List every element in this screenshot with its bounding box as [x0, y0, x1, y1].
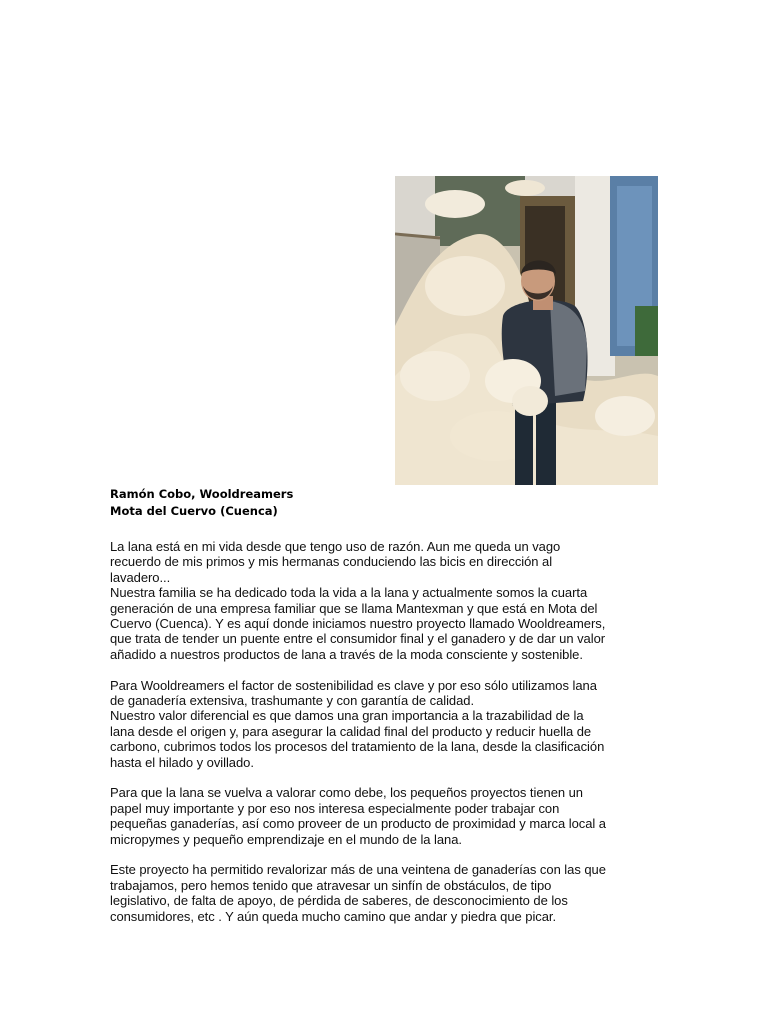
text-line: lana desde el origen y, para asegurar la calidad final del producto y reducir huella de	[110, 723, 592, 739]
article-body	[110, 539, 660, 924]
text-line: añadido a nuestros productos de lana a través de la moda consciente y sostenible.	[110, 646, 583, 662]
text-line: papel muy importante y por eso nos interesa especialmente poder trabajar con	[110, 800, 560, 816]
text-line: lavadero...	[110, 569, 171, 585]
text-line: pequeñas ganaderías, así como proveer de un producto de proximidad y marca local a	[110, 816, 606, 832]
person-with-wool-photo	[395, 176, 658, 485]
text-line: Este proyecto ha permitido revalorizar más de una veintena de ganaderías con las que	[110, 862, 606, 878]
paragraph-spacer	[110, 770, 660, 785]
text-line: trabajamos, pero hemos tenido que atravesar un sinfín de obstáculos, de tipo	[110, 877, 552, 893]
paragraph-4	[110, 862, 660, 924]
photo-caption	[110, 486, 670, 520]
text-line: carbono, cubrimos todos los procesos del tratamiento de la lana, desde la clasificación	[110, 739, 605, 755]
text-line: Para Wooldreamers el factor de sostenibilidad es clave y por eso sólo utilizamos lana	[110, 677, 597, 693]
text-line: Nuestro valor diferencial es que damos una gran importancia a la trazabilidad de la	[110, 708, 584, 724]
paragraph-spacer	[110, 847, 660, 862]
paragraph-spacer	[110, 662, 660, 677]
text-line: recuerdo de mis primos y mis hermanas conduciendo las bicis en dirección al	[110, 554, 553, 570]
paragraph-2	[110, 678, 660, 770]
caption-name: Ramón Cobo, Wooldreamers	[110, 487, 294, 501]
text-line: Para que la lana se vuelva a valorar como debe, los pequeños proyectos tienen un	[110, 785, 583, 801]
text-line: que trata de tender un puente entre el consumidor final y el ganadero y de dar un valor	[110, 631, 606, 647]
caption-place: Mota del Cuervo (Cuenca)	[110, 504, 278, 518]
paragraph-1	[110, 539, 660, 662]
text-line: Cuervo (Cuenca). Y es aquí donde iniciamos nuestro proyecto llamado Wooldreamers,	[110, 616, 606, 632]
text-line: hasta el hilado y ovillado.	[110, 754, 254, 770]
text-line: legislativo, de falta de apoyo, de pérdida de saberes, de desconocimiento de los	[110, 893, 568, 909]
text-line: generación de una empresa familiar que se llama Mantexman y que está en Mota del	[110, 600, 598, 616]
text-line: La lana está en mi vida desde que tengo uso de razón. Aun me queda un vago	[110, 539, 561, 554]
text-line: micropymes y pequeño emprendizaje en el mundo de la lana.	[110, 831, 462, 847]
text-line: Nuestra familia se ha dedicado toda la vida a la lana y actualmente somos la cuarta	[110, 585, 588, 601]
text-line: consumidores, etc . Y aún queda mucho camino que andar y piedra que picar.	[110, 908, 557, 924]
paragraph-3	[110, 785, 660, 847]
text-line: de ganadería extensiva, trashumante y con garantía de calidad.	[110, 693, 475, 709]
